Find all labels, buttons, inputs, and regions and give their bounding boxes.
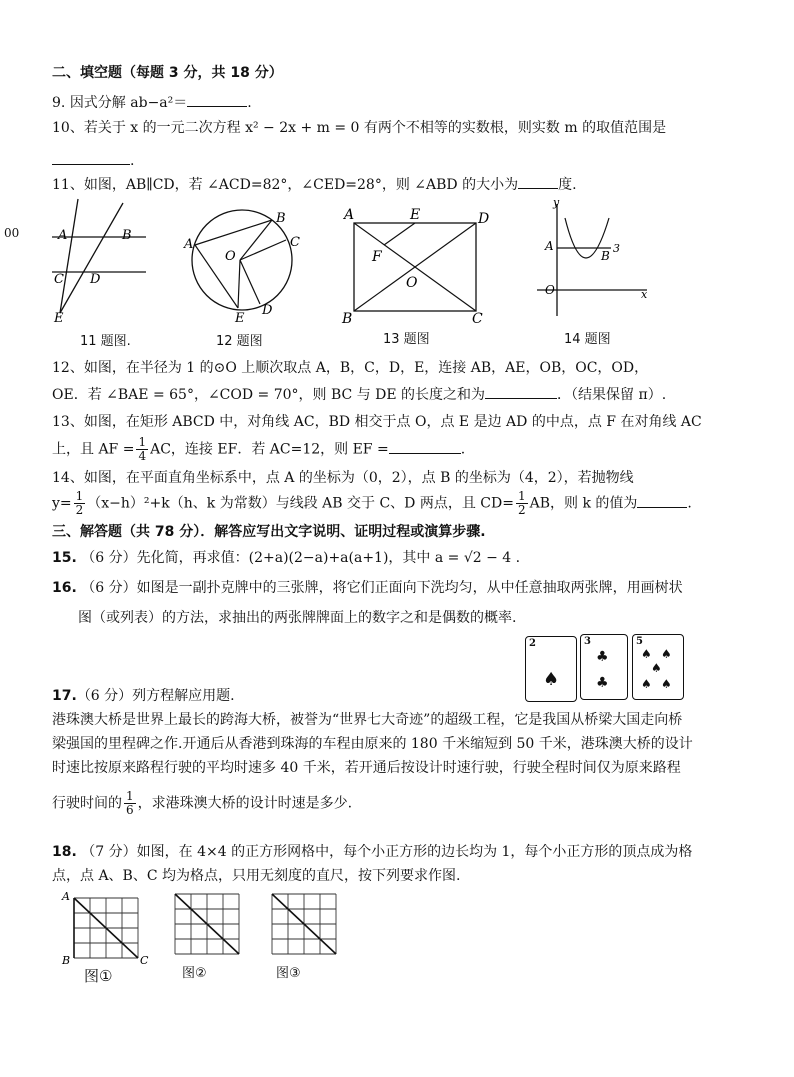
playing-card-3 [632, 634, 684, 700]
fig14-label-3: 3 [613, 242, 620, 255]
fig14-label-a: A [545, 239, 554, 253]
figure-13 [340, 205, 495, 327]
q12-answer-blank[interactable] [485, 384, 557, 399]
q12-text: OE．若 ∠BAE = 65°，∠COD = 70°，则 BC 与 DE 的长度之和为 [52, 387, 486, 403]
spade-icon: ♠ [661, 677, 672, 691]
q9-answer-blank[interactable] [187, 92, 247, 107]
section-3-title: 三、解答题（共 78 分）．解答应写出文字说明、证明过程或演算步骤. [52, 524, 486, 540]
q14-frac-num: 1 [75, 489, 84, 503]
q17-line-2: 梁强国的里程碑之作.开通后从香港到珠海的车程由原来的 180 千米缩短到 50 千米，港珠澳大桥的设计 [52, 736, 693, 752]
question-18 [52, 842, 692, 862]
q13-fraction [136, 436, 148, 463]
q17-line-3: 时速比按原来路程行驶的平均时速多 40 千米，若开通后按设计时速行驶，行驶全程时间仅为原来路程 [52, 760, 681, 776]
q14-fraction [74, 490, 86, 517]
q17-line-1: 港珠澳大桥是世界上最长的跨海大桥，被誉为“世界七大奇迹”的超级工程，它是我国从桥梁大国走向桥 [52, 712, 683, 728]
grid-figure-2 [165, 886, 255, 966]
q17-number: 17. [52, 688, 77, 704]
fig12-label-c: C [290, 235, 300, 250]
fig14-label-x: x [641, 288, 648, 301]
card2-rank: 3 [584, 636, 591, 647]
q10-text: 若关于 x 的一元二次方程 x² − 2x + m = 0 有两个不相等的实数根，则实数 m 的取值范围是 [83, 120, 667, 136]
question-10 [52, 118, 666, 138]
spade-icon: ♠ [641, 677, 652, 691]
q9-tail: . [247, 95, 252, 111]
q17-text-a: 行驶时间的 [52, 795, 122, 812]
fig14-label-y: y [553, 198, 560, 209]
card1-rank: 2 [529, 638, 536, 649]
fig14-label-o: O [545, 283, 555, 297]
figure-14 [535, 198, 655, 323]
fig14-caption: 14 题图 [564, 332, 611, 347]
q15-number: 15. [52, 550, 77, 566]
q14-line-2 [52, 490, 692, 517]
fig12-label-d: D [262, 303, 273, 318]
fig12-label-o: O [225, 249, 236, 264]
q18-line-1: （7 分）如图，在 4×4 的正方形网格中，每个小正方形的边长均为 1，每个小正方形的顶点成为格 [81, 844, 693, 860]
q17-line-4 [52, 790, 352, 817]
q14-frac-den: 2 [75, 503, 84, 517]
grid1-label-b: B [62, 954, 71, 966]
q14-frac2-num: 1 [517, 489, 526, 503]
q14-line-1: 14、如图，在平面直角坐标系中，点 A 的坐标为（0，2），点 B 的坐标为（4，2），若抛物线 [52, 470, 634, 486]
spade-icon: ♠ [641, 647, 652, 661]
spade-icon: ♠ [661, 647, 672, 661]
figure-12 [180, 200, 300, 325]
grid1-label-a: A [62, 890, 70, 903]
margin-mark: 00 [4, 226, 20, 240]
section-2-title: 二、填空题（每题 3 分，共 18 分） [52, 65, 283, 81]
q13-frac-den: 4 [138, 449, 147, 463]
question-15 [52, 548, 520, 568]
q11-tail: 度. [558, 177, 577, 193]
q16-line-1: （6 分）如图是一副扑克牌中的三张牌，将它们正面向下洗均匀，从中任意抽取两张牌，用画树状 [81, 580, 683, 596]
q14-text-c: AB，则 k 的值为 [529, 495, 638, 512]
fig14-label-b: B [601, 249, 610, 263]
fig12-label-e: E [235, 311, 245, 325]
grid1-label-c: C [140, 954, 149, 966]
q10-answer-blank[interactable] [52, 150, 130, 165]
question-16 [52, 578, 683, 598]
q15-text: （6 分）先化简，再求值：(2+a)(2−a)+a(a+1)，其中 a = √2 − 4 . [81, 550, 521, 566]
q17-fraction [124, 790, 136, 817]
question-11 [52, 174, 577, 195]
q14-text-a: y= [52, 495, 72, 512]
spade-icon: ♠ [543, 669, 560, 690]
question-9 [52, 92, 252, 113]
q9-text: 因式分解 ab−a²＝ [69, 95, 188, 111]
q11-number: 11、 [52, 177, 84, 193]
fig13-label-e: E [410, 207, 421, 223]
fig13-label-b: B [342, 311, 353, 327]
fig13-label-a: A [344, 207, 355, 223]
q13-line-1: 13、如图，在矩形 ABCD 中，对角线 AC，BD 相交于点 O，点 E 是边 AD 的中点，点 F 在对角线 AC [52, 414, 702, 430]
q14-frac2-den: 2 [517, 503, 526, 517]
q12-line-2 [52, 384, 666, 405]
grid1-caption: 图① [84, 967, 113, 985]
q18-number: 18. [52, 844, 77, 860]
q17-heading: （6 分）列方程解应用题. [76, 688, 235, 704]
fig11-label-d: D [90, 272, 101, 287]
grid2-caption: 图② [182, 966, 207, 981]
q16-line-2: 图（或列表）的方法，求抽出的两张牌牌面上的数字之和是偶数的概率. [78, 610, 517, 626]
fig11-label-a: A [58, 228, 68, 243]
q13-tail: . [460, 441, 466, 458]
q16-number: 16. [52, 580, 77, 596]
grid-figure-1 [56, 886, 156, 966]
q11-answer-blank[interactable] [518, 174, 558, 189]
q13-line-2 [52, 436, 465, 463]
q13-answer-blank[interactable] [389, 439, 461, 454]
q14-tail: . [687, 495, 692, 512]
spade-icon: ♠ [651, 661, 662, 675]
q10-answer-row [52, 150, 134, 171]
fig13-label-f: F [372, 249, 382, 265]
q12-tail: ．（结果保留 π）. [557, 387, 667, 403]
q18-line-2: 点，点 A、B、C 均为格点，只用无刻度的直尺，按下列要求作图. [52, 868, 461, 884]
card3-rank: 5 [636, 636, 643, 647]
club-icon: ♣ [596, 675, 609, 691]
q17-frac-den: 6 [126, 803, 134, 817]
fig12-label-a: A [184, 237, 194, 252]
fig13-caption: 13 题图 [383, 332, 430, 347]
figure-11 [48, 195, 148, 325]
fig12-label-b: B [276, 211, 286, 226]
q13-frac-num: 1 [138, 435, 147, 449]
q10-tail: . [130, 153, 135, 169]
q14-text-b: （x−h）²+k（h、k 为常数）与线段 AB 交于 C、D 两点，且 CD= [87, 495, 514, 512]
q10-number: 10、 [52, 120, 84, 136]
playing-card-2 [580, 634, 628, 700]
q14-answer-blank[interactable] [637, 493, 687, 508]
q17-frac-num: 1 [126, 789, 134, 803]
fig13-label-o: O [406, 275, 418, 291]
fig11-label-e: E [54, 311, 64, 325]
q13-text-a: 上，且 AF = [52, 441, 135, 458]
fig11-label-c: C [54, 272, 64, 287]
q11-text: 如图，AB∥CD，若 ∠ACD=82°，∠CED=28°，则 ∠ABD 的大小为 [83, 177, 519, 193]
fig11-label-b: B [122, 228, 132, 243]
fig13-label-c: C [472, 311, 483, 327]
q17-text-b: ，求港珠澳大桥的设计时速是多少. [137, 795, 353, 812]
playing-card-1 [525, 636, 577, 702]
fig12-caption: 12 题图 [216, 334, 263, 349]
question-17 [52, 686, 235, 706]
club-icon: ♣ [596, 649, 609, 665]
grid-figure-3 [262, 886, 352, 966]
q9-number: 9. [52, 95, 66, 111]
q12-line-1: 12、如图，在半径为 1 的⊙O 上顺次取点 A，B，C，D，E，连接 AB，AE，OB，OC，OD， [52, 360, 649, 376]
fig11-caption: 11 题图. [80, 334, 131, 349]
q14-fraction-2 [516, 490, 528, 517]
grid3-caption: 图③ [276, 966, 301, 981]
fig13-label-d: D [478, 211, 490, 227]
q13-text-b: AC，连接 EF．若 AC=12，则 EF = [150, 441, 389, 458]
